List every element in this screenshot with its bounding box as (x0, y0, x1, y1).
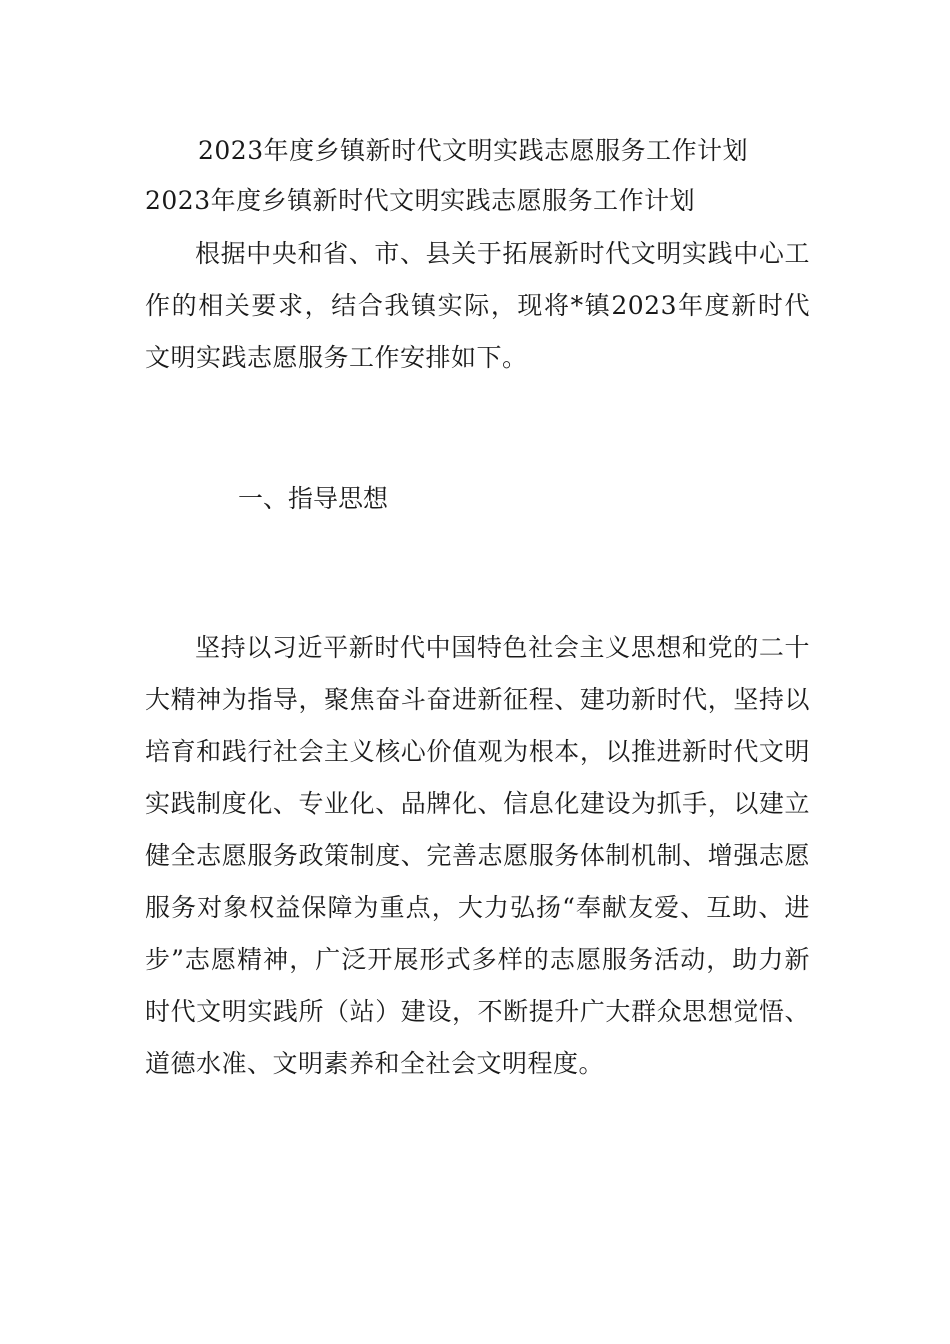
document-title: 2023年度乡镇新时代文明实践志愿服务工作计划 (198, 136, 749, 165)
document-subtitle: 2023年度乡镇新时代文明实践志愿服务工作计划 (145, 186, 696, 215)
intro-paragraph: 根据中央和省、市、县关于拓展新时代文明实践中心工作的相关要求，结合我镇实际，现将*镇2023年度新时代文明实践志愿服务工作安排如下。 (145, 239, 810, 372)
guiding-ideology-paragraph: 坚持以习近平新时代中国特色社会主义思想和党的二十大精神为指导，聚焦奋斗奋进新征程、建功新时代，坚持以培育和践行社会主义核心价值观为根本，以推进新时代文明实践制度化、专业化、品牌化、信息化建设为抓手，以建立健全志愿服务政策制度、完善志愿服务体制机制、增强志愿服务对象权益保障为重点，大力弘扬“奉献友爱、互助、进步”志愿精神，广泛开展形式多样的志愿服务活动，助力新时代文明实践所（站）建设，不断提升广大群众思想觉悟、道德水准、文明素养和全社会文明程度。 (145, 633, 810, 1078)
section-heading-guiding-ideology: 一、指导思想 (238, 484, 389, 513)
